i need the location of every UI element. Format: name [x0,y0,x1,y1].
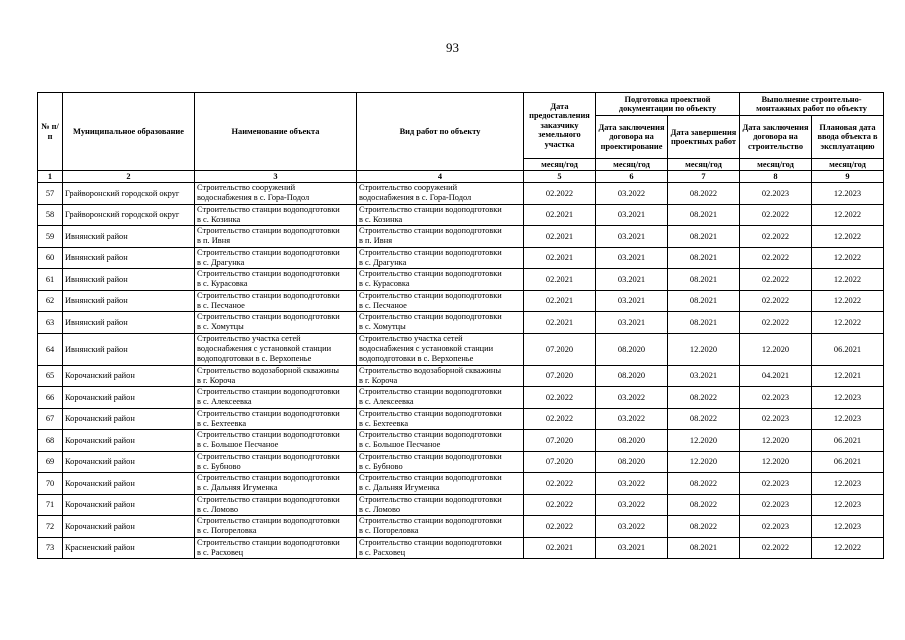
work-type-cell-line: Строительство водозаборной скважины [359,365,501,375]
work-type-cell-line: в с. Ломово [359,504,401,514]
work-type-cell [357,183,524,205]
work-type-cell-line: в с. Дальняя Игуменка [359,483,440,493]
row-number: 71 [38,494,63,516]
work-type-cell [357,451,524,473]
land-date-cell: 02.2021 [524,204,596,226]
work-type-cell-line: Строительство станции водоподготовки [359,516,502,525]
work-type-cell [357,365,524,387]
design-contract-cell: 08.2020 [596,333,668,365]
row-number: 60 [38,247,63,269]
work-type-cell-line: в п. Ивня [359,236,393,246]
work-type-cell [357,226,524,248]
work-type-cell [357,247,524,269]
work-type-cell-line: в с. Алексеевка [359,397,414,407]
commission-date-cell: 12.2021 [812,365,884,387]
work-type-cell [357,312,524,334]
design-contract-cell: 03.2021 [596,290,668,312]
commission-date-cell: 12.2022 [812,269,884,291]
commission-date-cell: 12.2023 [812,494,884,516]
row-number: 68 [38,430,63,452]
work-type-cell-line: Строительство сооружений [359,183,458,192]
work-type-cell [357,333,524,365]
work-type-cell-line: Строительство станции водоподготовки [359,290,502,300]
row-number: 70 [38,473,63,495]
column-number: 7 [668,171,740,183]
design-finish-cell: 08.2021 [668,247,740,269]
column-number: 9 [812,171,884,183]
work-type-cell-line: Строительство станции водоподготовки [359,269,502,278]
row-number: 58 [38,204,63,226]
work-type-cell-line: Строительство станции водоподготовки [359,226,502,235]
object-name-cell [195,516,357,538]
object-name-cell-line: Строительство участка сетей [197,333,301,343]
object-name-cell-line: Строительство станции водоподготовки [197,430,340,439]
table-row [38,516,884,538]
land-date-cell: 07.2020 [524,451,596,473]
municipality-cell: Ивнянский район [63,312,195,334]
commission-date-cell: 12.2022 [812,226,884,248]
object-name-cell-line: Строительство станции водоподготовки [197,269,340,278]
work-type-cell-line: Строительство станции водоподготовки [359,537,502,547]
table-row [38,387,884,409]
table-row [38,333,884,365]
object-name-cell-line: в с. Бехтеевка [197,418,247,428]
object-name-cell [195,204,357,226]
table-row [38,290,884,312]
construction-contract-cell: 02.2023 [740,387,812,409]
object-name-cell [195,408,357,430]
object-name-cell [195,333,357,365]
land-date-cell: 02.2022 [524,516,596,538]
land-date-cell: 02.2021 [524,290,596,312]
construction-contract-cell: 12.2020 [740,333,812,365]
header-object-name: Наименование объекта [195,93,357,171]
land-date-cell: 02.2022 [524,494,596,516]
object-name-cell [195,494,357,516]
row-number: 59 [38,226,63,248]
object-name-cell-line: в с. Хомутцы [197,322,244,332]
work-type-cell-line: в с. Погореловка [359,526,419,536]
table-row [38,451,884,473]
land-date-cell: 02.2021 [524,226,596,248]
object-name-cell [195,473,357,495]
column-number: 2 [63,171,195,183]
column-number: 3 [195,171,357,183]
municipality-cell: Корочанский район [63,451,195,473]
design-contract-cell: 03.2022 [596,408,668,430]
object-name-cell-line: в с. Расховец [197,547,244,557]
work-type-cell-line: водоснабжения в с. Гора-Подол [359,193,472,203]
design-contract-cell: 03.2021 [596,247,668,269]
design-finish-cell: 03.2021 [668,365,740,387]
object-name-cell-line: Строительство станции водоподготовки [197,387,340,396]
row-number: 66 [38,387,63,409]
work-type-cell [357,473,524,495]
design-contract-cell: 03.2021 [596,312,668,334]
construction-contract-cell: 04.2021 [740,365,812,387]
municipality-cell: Ивнянский район [63,247,195,269]
object-name-cell [195,183,357,205]
work-type-cell-line: Строительство станции водоподготовки [359,204,502,214]
column-number: 6 [596,171,668,183]
object-name-cell-line: Строительство станции водоподготовки [197,408,340,418]
work-type-cell-line: в с. Курасовка [359,279,410,289]
construction-contract-cell: 02.2022 [740,226,812,248]
design-contract-cell: 03.2022 [596,516,668,538]
object-name-cell [195,226,357,248]
land-date-cell: 07.2020 [524,430,596,452]
header-design-finish: Дата завершения проектных работ [668,116,740,159]
column-number: 5 [524,171,596,183]
table-header [38,93,884,183]
object-name-cell-line: в с. Драгунка [197,257,245,267]
object-name-cell-line: Строительство сооружений [197,183,296,192]
object-name-cell-line: в с. Песчаное [197,300,245,310]
object-name-cell [195,290,357,312]
object-name-cell [195,312,357,334]
commission-date-cell: 12.2023 [812,473,884,495]
object-name-cell-line: Строительство станции водоподготовки [197,516,340,525]
table-body [38,183,884,559]
row-number: 69 [38,451,63,473]
municipality-cell: Грайворонский городской округ [63,204,195,226]
municipality-cell: Ивнянский район [63,269,195,291]
work-type-cell-line: Строительство станции водоподготовки [359,473,502,482]
object-name-cell-line: Строительство станции водоподготовки [197,494,340,504]
work-type-cell [357,516,524,538]
unit-label: месяц/год [524,159,596,171]
design-finish-cell: 08.2021 [668,312,740,334]
row-number: 67 [38,408,63,430]
table-row [38,269,884,291]
object-name-cell-line: Строительство станции водоподготовки [197,290,340,300]
design-finish-cell: 12.2020 [668,333,740,365]
object-name-cell-line: Строительство станции водоподготовки [197,537,340,547]
table-row [38,408,884,430]
row-number: 57 [38,183,63,205]
table-row [38,494,884,516]
design-contract-cell: 08.2020 [596,365,668,387]
municipality-cell: Корочанский район [63,516,195,538]
header-land-date: Дата предоставления заказчику земельного участка [524,93,596,159]
construction-contract-cell: 02.2023 [740,408,812,430]
land-date-cell: 02.2022 [524,473,596,495]
municipality-cell: Грайворонский городской округ [63,183,195,205]
work-type-cell [357,290,524,312]
work-type-cell-line: в с. Драгунка [359,257,407,267]
work-type-cell [357,537,524,559]
work-type-cell-line: в с. Расховец [359,547,406,557]
column-number: 4 [357,171,524,183]
design-finish-cell: 08.2022 [668,516,740,538]
design-contract-cell: 08.2020 [596,451,668,473]
header-num: № п/п [38,93,63,171]
commission-date-cell: 12.2022 [812,312,884,334]
design-contract-cell: 03.2022 [596,387,668,409]
design-contract-cell: 03.2021 [596,269,668,291]
work-type-cell-line: Строительство участка сетей [359,333,463,343]
object-name-cell-line: в с. Алексеевка [197,397,252,407]
object-name-cell-line: в г. Короча [197,375,236,385]
object-name-cell-line: Строительство станции водоподготовки [197,451,340,461]
object-name-cell-line: в п. Ивня [197,236,231,246]
work-type-cell-line: водоснабжения с установкой станции [359,343,494,353]
table-row [38,247,884,269]
table-row [38,204,884,226]
work-type-cell-line: Строительство станции водоподготовки [359,451,502,461]
work-type-cell-line: в с. Бехтеевка [359,418,409,428]
municipality-cell: Ивнянский район [63,333,195,365]
object-name-cell-line: в с. Козинка [197,214,241,224]
row-number: 63 [38,312,63,334]
object-name-cell-line: в с. Курасовка [197,279,248,289]
column-number: 1 [38,171,63,183]
municipality-cell: Корочанский район [63,430,195,452]
work-type-cell-line: Строительство станции водоподготовки [359,247,502,257]
object-name-cell-line: в с. Погореловка [197,526,257,536]
design-finish-cell: 08.2021 [668,537,740,559]
row-number: 64 [38,333,63,365]
object-name-cell-line: Строительство станции водоподготовки [197,247,340,257]
construction-contract-cell: 02.2023 [740,183,812,205]
municipality-cell: Корочанский район [63,408,195,430]
work-type-cell [357,204,524,226]
design-contract-cell: 03.2022 [596,473,668,495]
design-finish-cell: 08.2021 [668,204,740,226]
row-number: 61 [38,269,63,291]
construction-contract-cell: 02.2022 [740,204,812,226]
work-type-cell [357,269,524,291]
design-finish-cell: 08.2021 [668,269,740,291]
design-finish-cell: 08.2022 [668,183,740,205]
municipality-cell: Корочанский район [63,494,195,516]
construction-contract-cell: 02.2022 [740,312,812,334]
object-name-cell [195,247,357,269]
header-design-group: Подготовка проектной документации по объекту [596,93,740,116]
work-type-cell-line: в с. Песчаное [359,300,407,310]
table-row [38,430,884,452]
commission-date-cell: 06.2021 [812,333,884,365]
municipality-cell: Корочанский район [63,387,195,409]
header-construction-group: Выполнение строительно-монтажных работ по объекту [740,93,884,116]
work-type-cell-line: Строительство станции водоподготовки [359,494,502,504]
work-type-cell [357,408,524,430]
work-type-cell-line: водоподготовки в с. Верхопенье [359,353,474,363]
table-row [38,226,884,248]
design-contract-cell: 08.2020 [596,430,668,452]
land-date-cell: 02.2021 [524,312,596,334]
design-contract-cell: 03.2022 [596,183,668,205]
construction-contract-cell: 02.2023 [740,494,812,516]
table-row [38,312,884,334]
construction-contract-cell: 12.2020 [740,430,812,452]
object-name-cell [195,387,357,409]
design-finish-cell: 08.2022 [668,494,740,516]
work-type-cell-line: в с. Бубново [359,461,403,471]
land-date-cell: 02.2022 [524,183,596,205]
object-name-cell-line: Строительство станции водоподготовки [197,226,340,235]
object-name-cell-line: водоснабжения в с. Гора-Подол [197,193,310,203]
object-name-cell [195,430,357,452]
unit-label: месяц/год [668,159,740,171]
municipality-cell: Корочанский район [63,365,195,387]
column-number: 8 [740,171,812,183]
construction-contract-cell: 02.2023 [740,516,812,538]
row-number: 62 [38,290,63,312]
construction-contract-cell: 02.2022 [740,290,812,312]
commission-date-cell: 12.2023 [812,408,884,430]
table-row [38,365,884,387]
commission-date-cell: 06.2021 [812,451,884,473]
unit-label: месяц/год [740,159,812,171]
land-date-cell: 07.2020 [524,365,596,387]
design-contract-cell: 03.2021 [596,204,668,226]
construction-contract-cell: 02.2022 [740,247,812,269]
object-name-cell-line: Строительство станции водоподготовки [197,204,340,214]
object-name-cell [195,269,357,291]
design-finish-cell: 08.2022 [668,408,740,430]
municipality-cell: Корочанский район [63,473,195,495]
land-date-cell: 02.2021 [524,247,596,269]
work-type-cell-line: Строительство станции водоподготовки [359,430,502,439]
design-contract-cell: 03.2022 [596,494,668,516]
header-construction-contract: Дата заключения договора на строительство [740,116,812,159]
object-name-cell-line: в с. Дальняя Игуменка [197,483,278,493]
land-date-cell: 02.2022 [524,408,596,430]
land-date-cell: 07.2020 [524,333,596,365]
work-type-cell [357,430,524,452]
work-type-cell-line: в с. Хомутцы [359,322,406,332]
object-name-cell [195,537,357,559]
municipality-cell: Ивнянский район [63,290,195,312]
municipality-cell: Красненский район [63,537,195,559]
land-date-cell: 02.2021 [524,537,596,559]
work-type-cell [357,494,524,516]
commission-date-cell: 12.2023 [812,516,884,538]
construction-contract-cell: 02.2023 [740,473,812,495]
commission-date-cell: 12.2022 [812,247,884,269]
design-contract-cell: 03.2021 [596,537,668,559]
object-name-cell-line: водоподготовки в с. Верхопенье [197,353,312,363]
work-type-cell-line: в с. Большое Песчаное [359,440,441,450]
unit-label: месяц/год [596,159,668,171]
work-type-cell-line: Строительство станции водоподготовки [359,387,502,396]
object-name-cell [195,365,357,387]
design-finish-cell: 08.2022 [668,387,740,409]
commission-date-cell: 12.2022 [812,537,884,559]
object-name-cell-line: Строительство станции водоподготовки [197,312,340,321]
land-date-cell: 02.2022 [524,387,596,409]
design-finish-cell: 08.2022 [668,473,740,495]
object-name-cell-line: в с. Ломово [197,504,239,514]
work-type-cell [357,387,524,409]
work-type-cell-line: Строительство станции водоподготовки [359,408,502,418]
design-finish-cell: 12.2020 [668,451,740,473]
construction-contract-cell: 02.2022 [740,269,812,291]
header-design-contract: Дата заключения договора на проектирование [596,116,668,159]
municipality-cell: Ивнянский район [63,226,195,248]
design-contract-cell: 03.2021 [596,226,668,248]
design-finish-cell: 08.2021 [668,226,740,248]
table-row [38,183,884,205]
row-number: 72 [38,516,63,538]
commission-date-cell: 12.2023 [812,387,884,409]
table-row [38,473,884,495]
page-number: 93 [446,40,459,55]
commission-date-cell: 12.2022 [812,290,884,312]
construction-contract-cell: 02.2022 [740,537,812,559]
design-finish-cell: 12.2020 [668,430,740,452]
table-row [38,537,884,559]
header-work-type: Вид работ по объекту [357,93,524,171]
work-type-cell-line: в г. Короча [359,375,398,385]
row-number: 65 [38,365,63,387]
design-finish-cell: 08.2021 [668,290,740,312]
header-commission-date: Плановая дата ввода объекта в эксплуатацию [812,116,884,159]
object-name-cell-line: Строительство станции водоподготовки [197,473,340,482]
commission-date-cell: 12.2023 [812,183,884,205]
object-name-cell-line: Строительство водозаборной скважины [197,365,339,375]
object-name-cell-line: в с. Бубново [197,461,241,471]
construction-contract-cell: 12.2020 [740,451,812,473]
object-name-cell [195,451,357,473]
commission-date-cell: 12.2022 [812,204,884,226]
work-type-cell-line: Строительство станции водоподготовки [359,312,502,321]
object-name-cell-line: в с. Большое Песчаное [197,440,279,450]
unit-label: месяц/год [812,159,884,171]
land-date-cell: 02.2021 [524,269,596,291]
work-type-cell-line: в с. Козинка [359,214,403,224]
object-name-cell-line: водоснабжения с установкой станции [197,343,332,353]
commission-date-cell: 06.2021 [812,430,884,452]
row-number: 73 [38,537,63,559]
document-table [37,92,884,559]
header-municipality: Муниципальное образование [63,93,195,171]
